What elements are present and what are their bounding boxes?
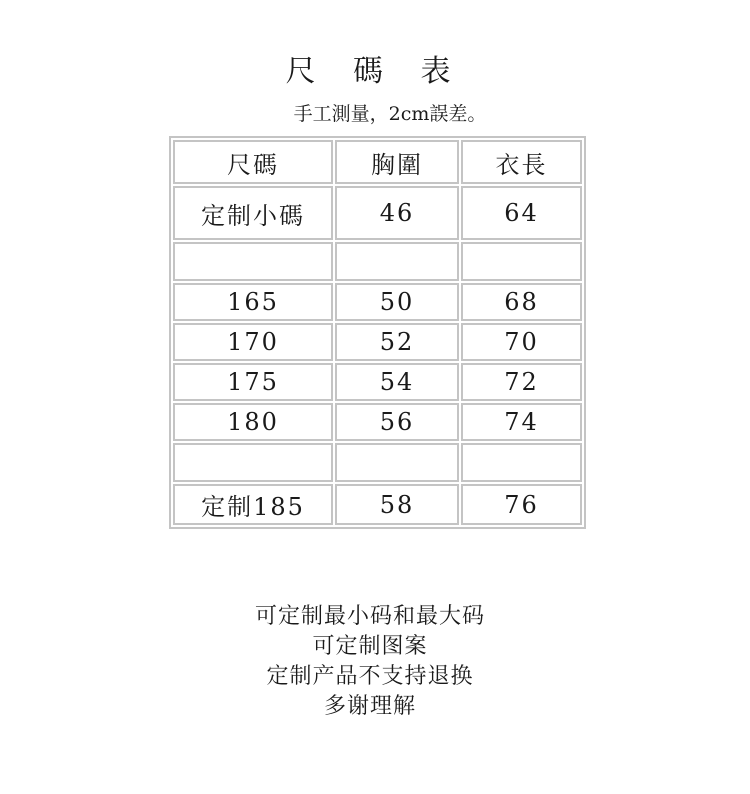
- note-line: 定制产品不支持退换: [266, 664, 474, 689]
- cell-size: 180: [173, 403, 333, 441]
- cell-chest: 50: [335, 283, 459, 321]
- table-row-empty: [173, 443, 582, 482]
- cell-size: [173, 443, 333, 482]
- cell-size: 定制185: [173, 484, 333, 525]
- header-length: 衣長: [461, 140, 582, 184]
- table-row: [173, 323, 582, 361]
- cell-length: 64: [461, 186, 582, 240]
- note-line: 可定制图案: [312, 634, 428, 659]
- cell-length: 68: [461, 283, 582, 321]
- note-line: 可定制最小码和最大码: [254, 604, 485, 629]
- table-row: [173, 363, 582, 401]
- cell-length: 74: [461, 403, 582, 441]
- table-row-empty: [173, 242, 582, 281]
- cell-chest: [335, 443, 459, 482]
- table-row: [173, 186, 582, 240]
- cell-chest: 52: [335, 323, 459, 361]
- cell-size: 175: [173, 363, 333, 401]
- table-header-row: [173, 140, 582, 184]
- cell-chest: 56: [335, 403, 459, 441]
- table-row: [173, 484, 582, 525]
- note-line: 多谢理解: [323, 694, 416, 719]
- cell-chest: 58: [335, 484, 459, 525]
- cell-chest: [335, 242, 459, 281]
- notes-block: [0, 602, 740, 722]
- cell-length: 72: [461, 363, 582, 401]
- cell-length: 70: [461, 323, 582, 361]
- table-row: [173, 283, 582, 321]
- cell-size: 定制小碼: [173, 186, 333, 240]
- header-chest: 胸圍: [335, 140, 459, 184]
- cell-length: 76: [461, 484, 582, 525]
- cell-size: 170: [173, 323, 333, 361]
- cell-chest: 54: [335, 363, 459, 401]
- size-table: [169, 136, 586, 529]
- table-row: [173, 403, 582, 441]
- cell-length: [461, 242, 582, 281]
- measurement-note: 手工測量，2cm誤差。: [293, 103, 487, 125]
- cell-size: [173, 242, 333, 281]
- cell-size: 165: [173, 283, 333, 321]
- header-size: 尺碼: [173, 140, 333, 184]
- page-title: 尺 碼 表: [285, 54, 465, 89]
- cell-length: [461, 443, 582, 482]
- cell-chest: 46: [335, 186, 459, 240]
